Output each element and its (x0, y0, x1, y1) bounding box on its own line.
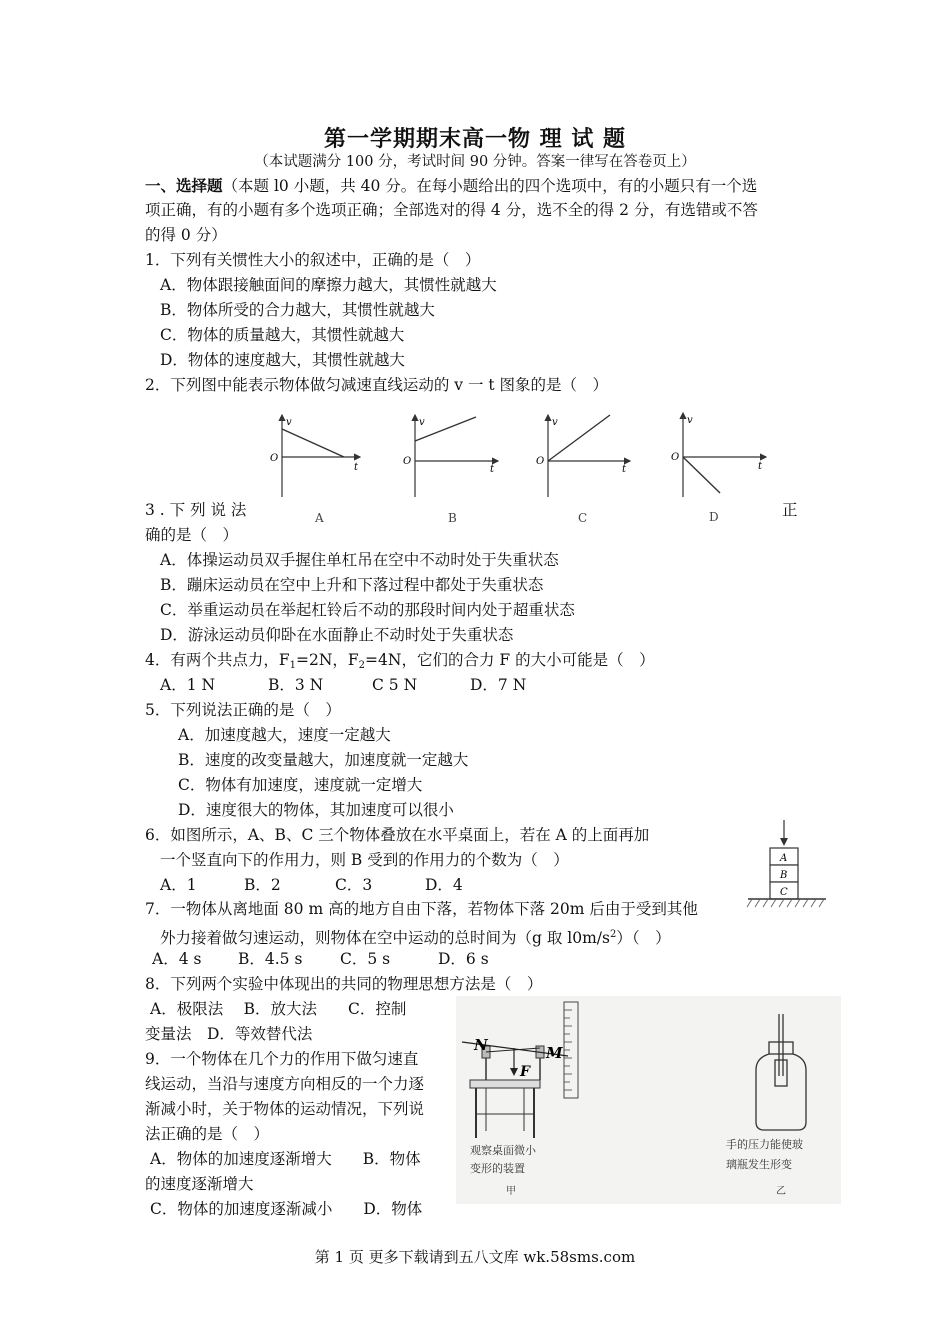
q8-left-label: 甲 (506, 1186, 516, 1197)
q4-option-b: B．3 N (268, 676, 324, 694)
q9-line3: 渐减小时，关于物体的运动情况，下列说 (145, 1100, 425, 1118)
q2-graph-b-origin: O (403, 456, 412, 467)
q1-option-c: C．物体的质量越大，其惯性就越大 (160, 326, 405, 344)
q3-option-a: A．体操运动员双手握住单杠吊在空中不动时处于失重状态 (160, 551, 559, 569)
q4-sub-2: 2 (358, 660, 366, 671)
q2-graph-b-t-label: t (490, 464, 495, 475)
q3-stem-end: 正 (782, 501, 798, 519)
q2-graph-d (671, 413, 766, 524)
q5-option-c: C．物体有加速度，速度就一定增大 (178, 776, 423, 794)
q9-line4: 法正确的是（ ） (145, 1125, 270, 1143)
q6-option-d: D．4 (425, 876, 463, 894)
q6-block-b-label: B (780, 870, 788, 881)
section-1-text-line3: 的得 0 分） (145, 226, 227, 244)
q6-stem-line2: 一个竖直向下的作用力，则 B 受到的作用力的个数为（ ） (160, 851, 569, 869)
q2-graph-b-v-label: v (419, 417, 425, 428)
q7-stem2-pre: 外力接着做匀速运动，则物体在空中运动的总时间为（g 取 l0m/s (160, 929, 610, 947)
q8-stem: 8．下列两个实验中体现出的共同的物理思想方法是（ ） (145, 975, 543, 993)
q7-sup: 2 (609, 929, 617, 940)
q4-option-a: A．1 N (160, 676, 216, 694)
q5-option-a: A．加速度越大，速度一定越大 (178, 726, 391, 744)
q8-label-n: N (474, 1036, 488, 1054)
q7-option-c: C．5 s (340, 950, 391, 968)
section-1-instructions (145, 173, 757, 199)
q6-stacked-blocks-figure (744, 818, 830, 910)
q2-graph-d-origin: O (671, 452, 680, 463)
q2-graph-d-t-label: t (758, 461, 763, 472)
q2-graph-c-origin: O (536, 456, 545, 467)
q7-stem-line1: 7．一物体从离地面 80 m 高的地方自由下落，若物体下落 20m 后由于受到其他 (145, 900, 698, 918)
q9-line2: 线运动，当沿与速度方向相反的一个力逐 (145, 1075, 425, 1093)
section-1-text-line2: 项正确，有的小题有多个选项正确；全部选对的得 4 分，选不全的得 2 分，有选错或不答 (145, 201, 758, 219)
q8-left-caption-1: 观察桌面微小 (470, 1144, 536, 1157)
q6-option-a: A．1 (160, 876, 197, 894)
q4-stem-mid: =2N，F (296, 651, 359, 669)
q2-graph-a-origin: O (270, 453, 279, 464)
q2-graph-b (403, 415, 498, 525)
q2-graph-a-label: A (315, 511, 324, 525)
section-1-text-line1: （本题 l0 小题，共 40 分。在每小题给出的四个选项中，有的小题只有一个选 (222, 177, 758, 195)
q2-graph-d-v-label: v (687, 415, 693, 426)
q2-vt-graphs-figure (260, 405, 780, 530)
q8-left-caption-2: 变形的装置 (470, 1162, 525, 1175)
page-title: 第一学期期末高一物 理 试 题 (324, 126, 626, 152)
q1-option-d: D．物体的速度越大，其惯性就越大 (160, 351, 405, 369)
q3-option-b: B．蹦床运动员在空中上升和下落过程中都处于失重状态 (160, 576, 544, 594)
q2-graph-b-label: B (448, 511, 457, 525)
q2-graph-a-t-label: t (354, 462, 359, 473)
q7-option-d: D．6 s (438, 950, 489, 968)
q7-stem-line2 (160, 922, 671, 951)
q1-option-b: B．物体所受的合力越大，其惯性就越大 (160, 301, 435, 319)
q6-block-c-label: C (780, 887, 788, 898)
q9-line6: 的速度逐渐增大 (145, 1175, 254, 1193)
page-footer: 第 1 页 更多下载请到五八文库 wk.58sms.com (314, 1248, 636, 1266)
q8-options-line2: 变量法 D．等效替代法 (145, 1025, 313, 1043)
q1-option-a: A．物体跟接触面间的摩擦力越大，其惯性就越大 (160, 276, 497, 294)
q8-label-f: F (520, 1064, 530, 1080)
q8-options-line1: A．极限法 B．放大法 C．控制 (150, 1000, 407, 1018)
q3-stem-continued: 确的是（ ） (145, 526, 239, 544)
q4-option-c: C 5 N (372, 676, 418, 694)
q5-option-b: B．速度的改变量越大，加速度就一定越大 (178, 751, 469, 769)
q8-right-label: 乙 (776, 1186, 786, 1197)
q6-option-c: C．3 (335, 876, 373, 894)
q8-right-caption-2: 璃瓶发生形变 (726, 1158, 792, 1171)
q2-graph-c-t-label: t (622, 464, 627, 475)
q9-line1: 9．一个物体在几个力的作用下做匀速直 (145, 1050, 419, 1068)
q6-block-a-label: A (780, 853, 788, 864)
q2-graph-c-v-label: v (552, 417, 558, 428)
q8-right-caption-1: 手的压力能使玻 (726, 1138, 803, 1151)
section-1-heading: 一、选择题 (145, 176, 223, 195)
q2-stem: 2．下列图中能表示物体做匀减速直线运动的 v 一 t 图象的是（ ） (145, 376, 609, 394)
q2-graph-a-v-label: v (286, 417, 292, 428)
q2-graph-d-label: D (709, 510, 719, 524)
q8-label-m: M (546, 1044, 563, 1062)
q4-option-d: D．7 N (470, 676, 527, 694)
q8-experiment-figure (456, 996, 841, 1204)
q2-graph-c (536, 415, 630, 525)
q4-sub-1: 1 (289, 660, 296, 671)
q4-stem-post: =4N，它们的合力 F 的大小可能是（ ） (365, 651, 655, 669)
q7-stem2-post: ）（ ） (616, 929, 671, 947)
q5-option-d: D．速度很大的物体，其加速度可以很小 (178, 801, 454, 819)
q1-stem: 1．下列有关惯性大小的叙述中，正确的是（ ） (145, 251, 481, 269)
q2-graph-c-label: C (578, 511, 588, 525)
q3-option-c: C．举重运动员在举起杠铃后不动的那段时间内处于超重状态 (160, 601, 575, 619)
q7-option-b: B．4.5 s (238, 950, 303, 968)
q7-option-a: A．4 s (152, 950, 202, 968)
q6-option-b: B．2 (244, 876, 281, 894)
q4-stem-pre: 4．有两个共点力，F (145, 651, 290, 669)
q9-line7: C．物体的加速度逐渐减小 D．物体 (150, 1200, 423, 1218)
q9-line5: A．物体的加速度逐渐增大 B．物体 (150, 1150, 421, 1168)
q2-graph-a (270, 415, 360, 525)
q3-stem-start: 3 . 下 列 说 法 (145, 501, 247, 519)
q5-stem: 5．下列说法正确的是（ ） (145, 701, 341, 719)
exam-subtitle: （本试题满分 100 分，考试时间 90 分钟。答案一律写在答卷页上） (254, 154, 696, 170)
q3-option-d: D．游泳运动员仰卧在水面静止不动时处于失重状态 (160, 626, 514, 644)
q6-stem-line1: 6．如图所示，A、B、C 三个物体叠放在水平桌面上，若在 A 的上面再加 (145, 826, 650, 844)
